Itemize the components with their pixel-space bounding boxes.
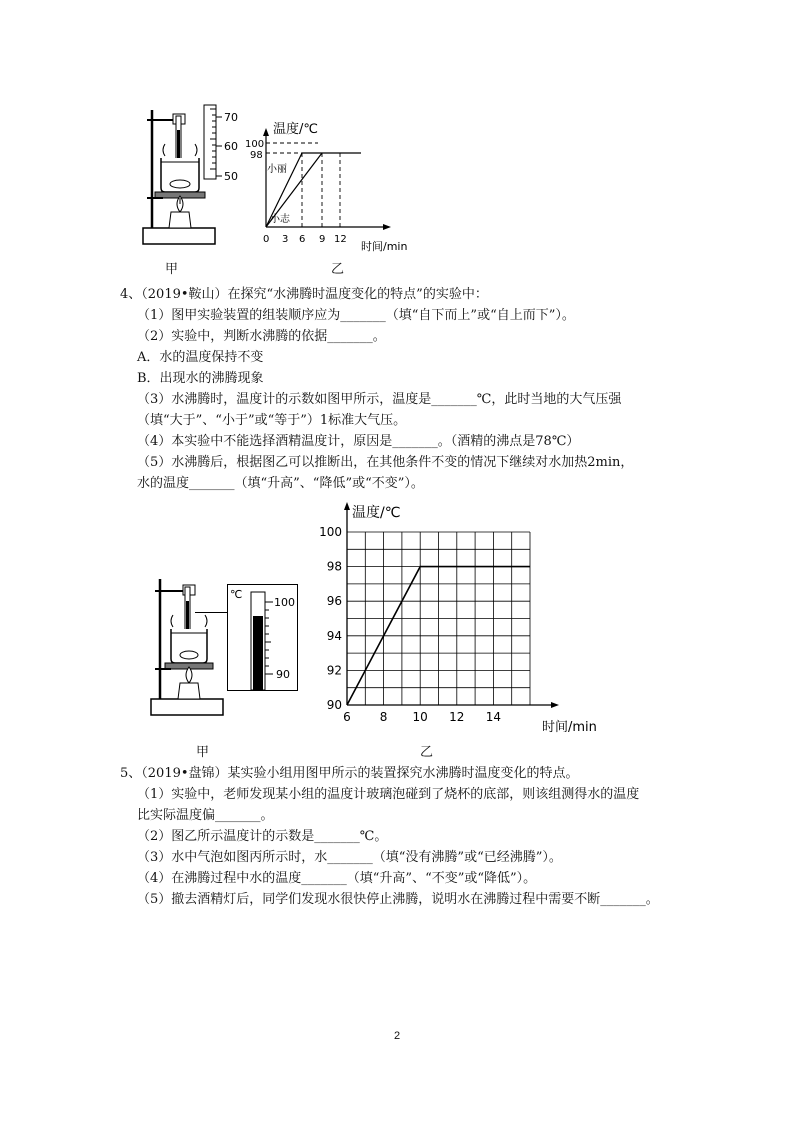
apparatus-2 — [145, 575, 235, 720]
graph1-xtick-12: 12 — [334, 234, 347, 245]
graph1-xtick-3: 3 — [282, 234, 289, 245]
chart2-grid — [347, 532, 530, 705]
chart2-ytick-label: 96 — [326, 594, 342, 609]
graph1-xtick-9: 9 — [319, 234, 326, 245]
thermometer-2 — [227, 584, 299, 692]
q4-part5: （5）水沸腾后，根据图乙可以推断出，在其他条件不变的情况下继续对水加热2min， — [137, 455, 634, 470]
chart2-ytick-label: 92 — [326, 663, 342, 678]
chart2-ytick-label: 98 — [326, 559, 342, 574]
q4-part4: （4）本实验中不能选择酒精温度计，原因是_______。（酒精的沸点是78℃） — [137, 434, 580, 449]
thermo1-tick-60: 60 — [224, 140, 238, 153]
q4-part1: （1）图甲实验装置的组装顺序应为_______（填“自下而上”或“自上而下”）。 — [137, 308, 575, 323]
q4-part2: （2）实验中，判断水沸腾的依据_______。 — [137, 329, 386, 344]
figure1-caption-yi: 乙 — [331, 262, 345, 277]
chart2-xtick-label: 12 — [449, 710, 465, 724]
chart2-xtick-label: 8 — [379, 710, 388, 724]
thermometer-connector — [195, 612, 228, 613]
chart2-xtick-label: 6 — [343, 710, 351, 724]
graph1-ylabel: 温度/℃ — [273, 122, 318, 137]
temperature-graph-1 — [245, 112, 420, 254]
q4-option-b: B．出现水的沸腾现象 — [137, 371, 264, 386]
graph1-series-xiaoli: 小丽 — [267, 164, 287, 175]
q5-part5: （5）撤去酒精灯后，同学们发现水很快停止沸腾，说明水在沸腾过程中需要不断_______。 — [137, 892, 659, 907]
q4-option-a: A．水的温度保持不变 — [137, 350, 264, 365]
graph1-series-xiaozhi: 小志 — [270, 214, 290, 225]
figure1-caption-jia: 甲 — [165, 262, 179, 277]
q4-part3: （3）水沸腾时，温度计的示数如图甲所示，温度是_______℃，此时当地的大气压强 — [137, 392, 622, 407]
q4-part3-cont: （填“大于”、“小于”或“等于”）1标准大气压。 — [137, 413, 407, 428]
graph1-ytick-100: 100 — [245, 139, 265, 150]
graph1-xlabel: 时间/min — [361, 240, 408, 253]
chart2-ytick-label: 100 — [319, 525, 342, 539]
q4-title: 4、（2019•鞍山）在探究“水沸腾时温度变化的特点”的实验中： — [120, 287, 488, 302]
temperature-chart-2 — [305, 500, 605, 740]
q5-part4: （4）在沸腾过程中水的温度_______（填“升高”、“不变”或“降低”）。 — [137, 871, 537, 886]
q5-part1: （1）实验中，老师发现某小组的温度计玻璃泡碰到了烧杯的底部，则该组测得水的温度 — [137, 787, 640, 802]
chart2-y-arrow — [344, 502, 350, 510]
thermo2-tick-90: 90 — [276, 668, 290, 681]
chart2-labels — [319, 504, 597, 735]
figure2-caption-jia: 甲 — [196, 745, 210, 760]
page-number: 2 — [394, 1030, 401, 1042]
chart2-xtick-label: 14 — [485, 710, 502, 724]
chart2-xtick-label: 10 — [412, 710, 428, 724]
thermo2-unit: ℃ — [230, 588, 243, 601]
thermo2-tick-100: 100 — [274, 596, 295, 609]
thermo1-tick-70: 70 — [224, 111, 238, 124]
chart2-ytick-label: 94 — [326, 628, 342, 643]
q5-part1-cont: 比实际温度偏_______。 — [137, 808, 274, 823]
graph1-xtick-6: 6 — [299, 234, 306, 245]
chart2-ylabel: 温度/℃ — [352, 505, 401, 521]
figure2-caption-yi: 乙 — [420, 745, 434, 760]
q4-part5-cont: 水的温度_______（填“升高”、“降低”或“不变”）。 — [137, 476, 424, 491]
thermo1-tick-50: 50 — [224, 170, 238, 183]
q5-part3: （3）水中气泡如图丙所示时，水_______（填“没有沸腾”或“已经沸腾”）。 — [137, 850, 562, 865]
chart2-ytick-label: 90 — [326, 698, 342, 712]
chart2-axes — [344, 502, 559, 708]
q5-part2: （2）图乙所示温度计的示数是_______℃。 — [137, 829, 388, 844]
graph1-ytick-98: 98 — [250, 150, 263, 161]
graph1-xtick-0: 0 — [263, 234, 270, 245]
q5-title: 5、（2019•盘锦）某实验小组用图甲所示的装置探究水沸腾时温度变化的特点。 — [120, 766, 579, 781]
chart2-xlabel: 时间/min — [542, 720, 597, 735]
chart2-x-arrow — [551, 702, 559, 708]
